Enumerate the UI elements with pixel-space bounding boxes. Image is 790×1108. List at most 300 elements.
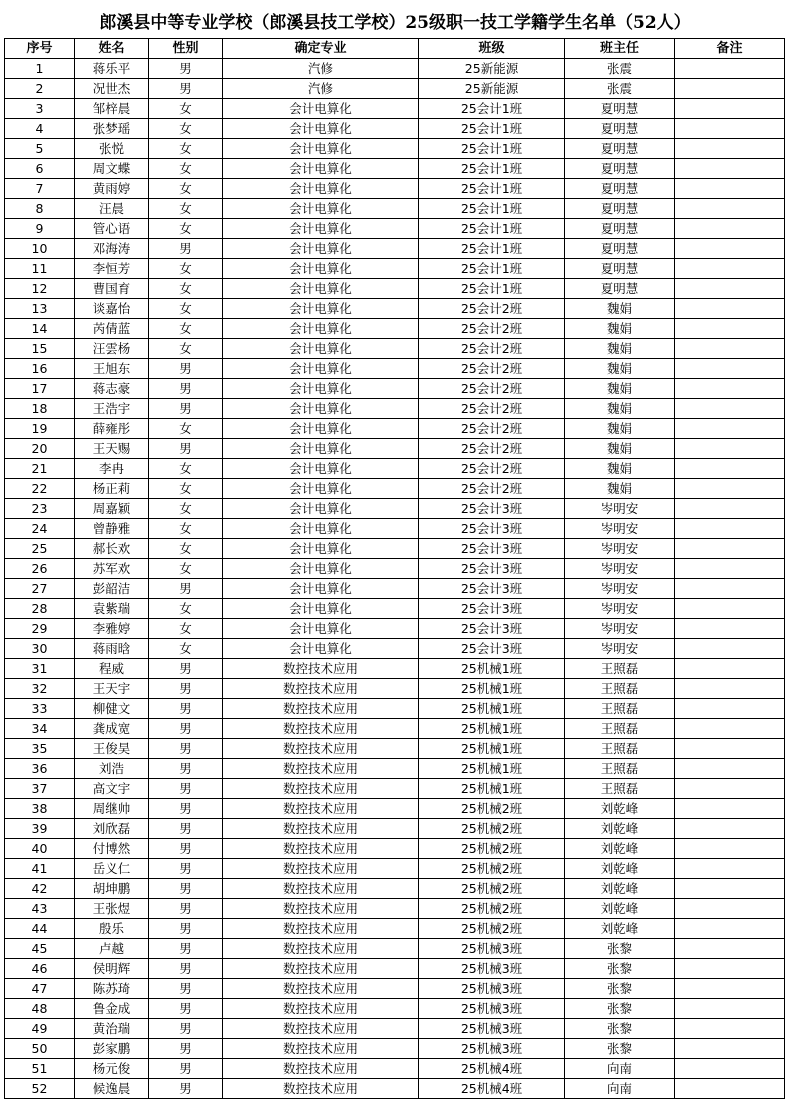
cell-number: 46 [5,959,75,979]
cell-gender: 女 [149,339,223,359]
cell-number: 32 [5,679,75,699]
cell-name: 周文蝶 [75,159,149,179]
cell-remarks [675,679,785,699]
cell-name: 高文宇 [75,779,149,799]
cell-number: 3 [5,99,75,119]
cell-class: 25机械4班 [419,1059,565,1079]
cell-major: 会计电算化 [223,119,419,139]
cell-name: 汪雲杨 [75,339,149,359]
cell-gender: 女 [149,459,223,479]
cell-number: 41 [5,859,75,879]
cell-class: 25新能源 [419,59,565,79]
cell-major: 数控技术应用 [223,899,419,919]
cell-name: 刘浩 [75,759,149,779]
cell-number: 12 [5,279,75,299]
cell-major: 会计电算化 [223,559,419,579]
cell-major: 数控技术应用 [223,839,419,859]
cell-head-teacher: 岑明安 [565,579,675,599]
cell-class: 25会计2班 [419,399,565,419]
cell-head-teacher: 魏娟 [565,479,675,499]
cell-name: 柳健文 [75,699,149,719]
cell-gender: 男 [149,979,223,999]
cell-name: 郝长欢 [75,539,149,559]
cell-number: 29 [5,619,75,639]
cell-class: 25机械1班 [419,759,565,779]
table-row [5,199,785,219]
cell-class: 25会计2班 [419,359,565,379]
cell-remarks [675,379,785,399]
cell-remarks [675,1059,785,1079]
cell-gender: 男 [149,1079,223,1099]
cell-gender: 男 [149,839,223,859]
cell-major: 会计电算化 [223,399,419,419]
cell-name: 管心语 [75,219,149,239]
cell-class: 25会计1班 [419,239,565,259]
cell-head-teacher: 岑明安 [565,559,675,579]
cell-number: 31 [5,659,75,679]
cell-gender: 男 [149,679,223,699]
cell-major: 会计电算化 [223,359,419,379]
cell-gender: 女 [149,139,223,159]
cell-name: 王俊昊 [75,739,149,759]
cell-name: 李恒芳 [75,259,149,279]
cell-remarks [675,259,785,279]
table-row [5,939,785,959]
cell-name: 刘欣磊 [75,819,149,839]
cell-name: 谈嘉怡 [75,299,149,319]
cell-major: 会计电算化 [223,539,419,559]
cell-class: 25机械2班 [419,839,565,859]
cell-major: 数控技术应用 [223,939,419,959]
cell-gender: 男 [149,439,223,459]
cell-number: 18 [5,399,75,419]
cell-name: 龚成宽 [75,719,149,739]
table-row [5,99,785,119]
cell-class: 25会计2班 [419,459,565,479]
cell-head-teacher: 岑明安 [565,639,675,659]
cell-head-teacher: 王照磊 [565,719,675,739]
cell-head-teacher: 魏娟 [565,419,675,439]
cell-name: 付博然 [75,839,149,859]
cell-number: 45 [5,939,75,959]
cell-name: 程威 [75,659,149,679]
cell-remarks [675,139,785,159]
cell-class: 25机械1班 [419,719,565,739]
cell-remarks [675,119,785,139]
cell-remarks [675,179,785,199]
cell-major: 数控技术应用 [223,1039,419,1059]
cell-head-teacher: 向南 [565,1079,675,1099]
cell-name: 芮倩蓝 [75,319,149,339]
cell-head-teacher: 夏明慧 [565,239,675,259]
cell-major: 汽修 [223,79,419,99]
cell-head-teacher: 岑明安 [565,599,675,619]
cell-gender: 男 [149,899,223,919]
cell-class: 25会计1班 [419,219,565,239]
table-row [5,219,785,239]
cell-head-teacher: 夏明慧 [565,119,675,139]
cell-head-teacher: 刘乾峰 [565,919,675,939]
cell-class: 25会计1班 [419,119,565,139]
cell-name: 黄雨婷 [75,179,149,199]
cell-remarks [675,1019,785,1039]
cell-major: 数控技术应用 [223,919,419,939]
cell-major: 会计电算化 [223,139,419,159]
cell-head-teacher: 魏娟 [565,299,675,319]
cell-head-teacher: 岑明安 [565,519,675,539]
table-row [5,299,785,319]
table-row [5,919,785,939]
cell-gender: 女 [149,99,223,119]
cell-class: 25机械2班 [419,879,565,899]
cell-head-teacher: 岑明安 [565,499,675,519]
cell-class: 25机械4班 [419,1079,565,1099]
cell-class: 25机械3班 [419,979,565,999]
cell-remarks [675,939,785,959]
cell-head-teacher: 王照磊 [565,739,675,759]
cell-major: 数控技术应用 [223,679,419,699]
cell-class: 25会计2班 [419,319,565,339]
table-row [5,1059,785,1079]
cell-gender: 男 [149,719,223,739]
cell-class: 25新能源 [419,79,565,99]
cell-major: 会计电算化 [223,439,419,459]
cell-name: 蒋志豪 [75,379,149,399]
cell-number: 4 [5,119,75,139]
cell-remarks [675,959,785,979]
cell-class: 25机械1班 [419,679,565,699]
cell-major: 数控技术应用 [223,779,419,799]
cell-class: 25会计2班 [419,299,565,319]
table-row [5,1079,785,1099]
cell-name: 曹国育 [75,279,149,299]
cell-remarks [675,599,785,619]
table-row [5,899,785,919]
cell-head-teacher: 刘乾峰 [565,879,675,899]
cell-name: 况世杰 [75,79,149,99]
cell-class: 25会计3班 [419,559,565,579]
cell-gender: 女 [149,419,223,439]
cell-head-teacher: 魏娟 [565,379,675,399]
cell-gender: 男 [149,239,223,259]
cell-major: 数控技术应用 [223,699,419,719]
cell-number: 37 [5,779,75,799]
table-row [5,659,785,679]
cell-name: 彭家鹏 [75,1039,149,1059]
table-row [5,399,785,419]
table-row [5,179,785,199]
cell-class: 25机械3班 [419,959,565,979]
cell-head-teacher: 夏明慧 [565,199,675,219]
cell-major: 会计电算化 [223,419,419,439]
cell-name: 邹梓晨 [75,99,149,119]
cell-gender: 男 [149,999,223,1019]
cell-head-teacher: 向南 [565,1059,675,1079]
cell-gender: 男 [149,779,223,799]
cell-major: 会计电算化 [223,199,419,219]
table-row [5,259,785,279]
cell-gender: 男 [149,579,223,599]
table-row [5,79,785,99]
cell-name: 周继帅 [75,799,149,819]
cell-name: 周嘉颖 [75,499,149,519]
cell-head-teacher: 张黎 [565,979,675,999]
cell-head-teacher: 张黎 [565,999,675,1019]
cell-gender: 女 [149,619,223,639]
cell-name: 王张煜 [75,899,149,919]
cell-remarks [675,779,785,799]
cell-major: 数控技术应用 [223,1059,419,1079]
table-row [5,279,785,299]
cell-gender: 女 [149,279,223,299]
cell-number: 21 [5,459,75,479]
cell-class: 25会计2班 [419,439,565,459]
table-row [5,379,785,399]
cell-class: 25机械2班 [419,919,565,939]
header-cell-number: 序号 [5,39,75,59]
cell-gender: 女 [149,179,223,199]
cell-gender: 男 [149,1059,223,1079]
cell-remarks [675,519,785,539]
cell-gender: 女 [149,199,223,219]
cell-gender: 男 [149,959,223,979]
header-cell-remarks: 备注 [675,39,785,59]
cell-gender: 女 [149,539,223,559]
cell-head-teacher: 刘乾峰 [565,859,675,879]
cell-head-teacher: 张震 [565,59,675,79]
cell-name: 鲁金成 [75,999,149,1019]
cell-number: 8 [5,199,75,219]
cell-name: 卢越 [75,939,149,959]
cell-remarks [675,399,785,419]
cell-name: 张梦瑶 [75,119,149,139]
cell-gender: 女 [149,219,223,239]
cell-head-teacher: 岑明安 [565,619,675,639]
cell-remarks [675,839,785,859]
cell-gender: 女 [149,519,223,539]
cell-name: 王天宇 [75,679,149,699]
cell-head-teacher: 夏明慧 [565,139,675,159]
header-cell-class: 班级 [419,39,565,59]
table-row [5,439,785,459]
cell-major: 数控技术应用 [223,959,419,979]
header-cell-gender: 性别 [149,39,223,59]
cell-number: 14 [5,319,75,339]
cell-class: 25会计2班 [419,339,565,359]
cell-class: 25机械3班 [419,939,565,959]
cell-remarks [675,239,785,259]
cell-remarks [675,319,785,339]
cell-name: 彭韶洁 [75,579,149,599]
cell-number: 44 [5,919,75,939]
cell-number: 30 [5,639,75,659]
cell-class: 25会计3班 [419,639,565,659]
cell-name: 王旭东 [75,359,149,379]
cell-head-teacher: 夏明慧 [565,99,675,119]
table-row [5,459,785,479]
cell-class: 25机械2班 [419,899,565,919]
cell-major: 会计电算化 [223,639,419,659]
cell-remarks [675,819,785,839]
cell-gender: 男 [149,1019,223,1039]
cell-major: 会计电算化 [223,179,419,199]
cell-gender: 男 [149,819,223,839]
cell-remarks [675,1039,785,1059]
cell-gender: 男 [149,699,223,719]
table-row [5,599,785,619]
cell-class: 25机械2班 [419,819,565,839]
cell-remarks [675,439,785,459]
table-row [5,959,785,979]
cell-remarks [675,799,785,819]
cell-name: 汪晨 [75,199,149,219]
cell-major: 数控技术应用 [223,819,419,839]
cell-class: 25机械1班 [419,659,565,679]
cell-class: 25机械3班 [419,1039,565,1059]
cell-number: 10 [5,239,75,259]
cell-name: 李冉 [75,459,149,479]
cell-class: 25机械3班 [419,999,565,1019]
cell-class: 25会计1班 [419,179,565,199]
cell-gender: 女 [149,119,223,139]
cell-number: 49 [5,1019,75,1039]
cell-number: 36 [5,759,75,779]
cell-number: 19 [5,419,75,439]
cell-head-teacher: 张黎 [565,1039,675,1059]
cell-class: 25会计3班 [419,579,565,599]
table-row [5,519,785,539]
cell-major: 会计电算化 [223,459,419,479]
cell-name: 张悦 [75,139,149,159]
cell-head-teacher: 王照磊 [565,759,675,779]
cell-remarks [675,899,785,919]
cell-name: 李雅婷 [75,619,149,639]
cell-number: 17 [5,379,75,399]
cell-major: 数控技术应用 [223,979,419,999]
cell-remarks [675,859,785,879]
cell-head-teacher: 夏明慧 [565,259,675,279]
cell-remarks [675,199,785,219]
cell-gender: 女 [149,319,223,339]
cell-remarks [675,539,785,559]
cell-head-teacher: 岑明安 [565,539,675,559]
table-row [5,799,785,819]
cell-class: 25会计2班 [419,479,565,499]
cell-remarks [675,79,785,99]
cell-class: 25机械2班 [419,799,565,819]
cell-gender: 男 [149,359,223,379]
cell-major: 数控技术应用 [223,759,419,779]
cell-number: 33 [5,699,75,719]
cell-name: 杨正莉 [75,479,149,499]
cell-class: 25会计3班 [419,499,565,519]
cell-class: 25机械2班 [419,859,565,879]
table-row [5,639,785,659]
cell-name: 岳义仁 [75,859,149,879]
cell-number: 50 [5,1039,75,1059]
cell-name: 胡坤鹏 [75,879,149,899]
cell-name: 蒋乐平 [75,59,149,79]
cell-remarks [675,979,785,999]
cell-number: 51 [5,1059,75,1079]
student-roster-table [4,38,785,1099]
cell-remarks [675,419,785,439]
header-cell-head-teacher: 班主任 [565,39,675,59]
cell-major: 数控技术应用 [223,719,419,739]
cell-remarks [675,359,785,379]
cell-number: 42 [5,879,75,899]
cell-number: 34 [5,719,75,739]
cell-remarks [675,659,785,679]
cell-number: 1 [5,59,75,79]
cell-remarks [675,159,785,179]
table-row [5,559,785,579]
cell-gender: 男 [149,399,223,419]
table-row [5,779,785,799]
cell-head-teacher: 刘乾峰 [565,839,675,859]
cell-major: 会计电算化 [223,499,419,519]
cell-gender: 女 [149,559,223,579]
cell-gender: 女 [149,159,223,179]
cell-major: 数控技术应用 [223,799,419,819]
cell-major: 数控技术应用 [223,879,419,899]
cell-name: 殷乐 [75,919,149,939]
cell-remarks [675,339,785,359]
cell-major: 会计电算化 [223,219,419,239]
cell-class: 25机械1班 [419,699,565,719]
table-row [5,319,785,339]
cell-gender: 男 [149,919,223,939]
cell-number: 22 [5,479,75,499]
cell-gender: 男 [149,379,223,399]
table-row [5,139,785,159]
table-row [5,159,785,179]
cell-major: 汽修 [223,59,419,79]
cell-head-teacher: 张黎 [565,1019,675,1039]
cell-major: 数控技术应用 [223,1019,419,1039]
cell-head-teacher: 魏娟 [565,339,675,359]
cell-head-teacher: 夏明慧 [565,219,675,239]
cell-number: 16 [5,359,75,379]
cell-remarks [675,759,785,779]
cell-remarks [675,999,785,1019]
cell-head-teacher: 魏娟 [565,399,675,419]
cell-gender: 女 [149,259,223,279]
cell-major: 会计电算化 [223,299,419,319]
cell-number: 20 [5,439,75,459]
table-row [5,419,785,439]
cell-class: 25机械1班 [419,739,565,759]
cell-class: 25会计3班 [419,519,565,539]
cell-gender: 女 [149,599,223,619]
table-row [5,59,785,79]
cell-number: 23 [5,499,75,519]
cell-head-teacher: 魏娟 [565,359,675,379]
cell-number: 38 [5,799,75,819]
cell-number: 11 [5,259,75,279]
header-cell-major: 确定专业 [223,39,419,59]
cell-head-teacher: 魏娟 [565,439,675,459]
cell-gender: 女 [149,299,223,319]
cell-class: 25会计1班 [419,99,565,119]
cell-remarks [675,639,785,659]
cell-name: 苏军欢 [75,559,149,579]
cell-remarks [675,99,785,119]
cell-major: 会计电算化 [223,379,419,399]
cell-gender: 男 [149,59,223,79]
table-row [5,739,785,759]
cell-name: 薛雍彤 [75,419,149,439]
